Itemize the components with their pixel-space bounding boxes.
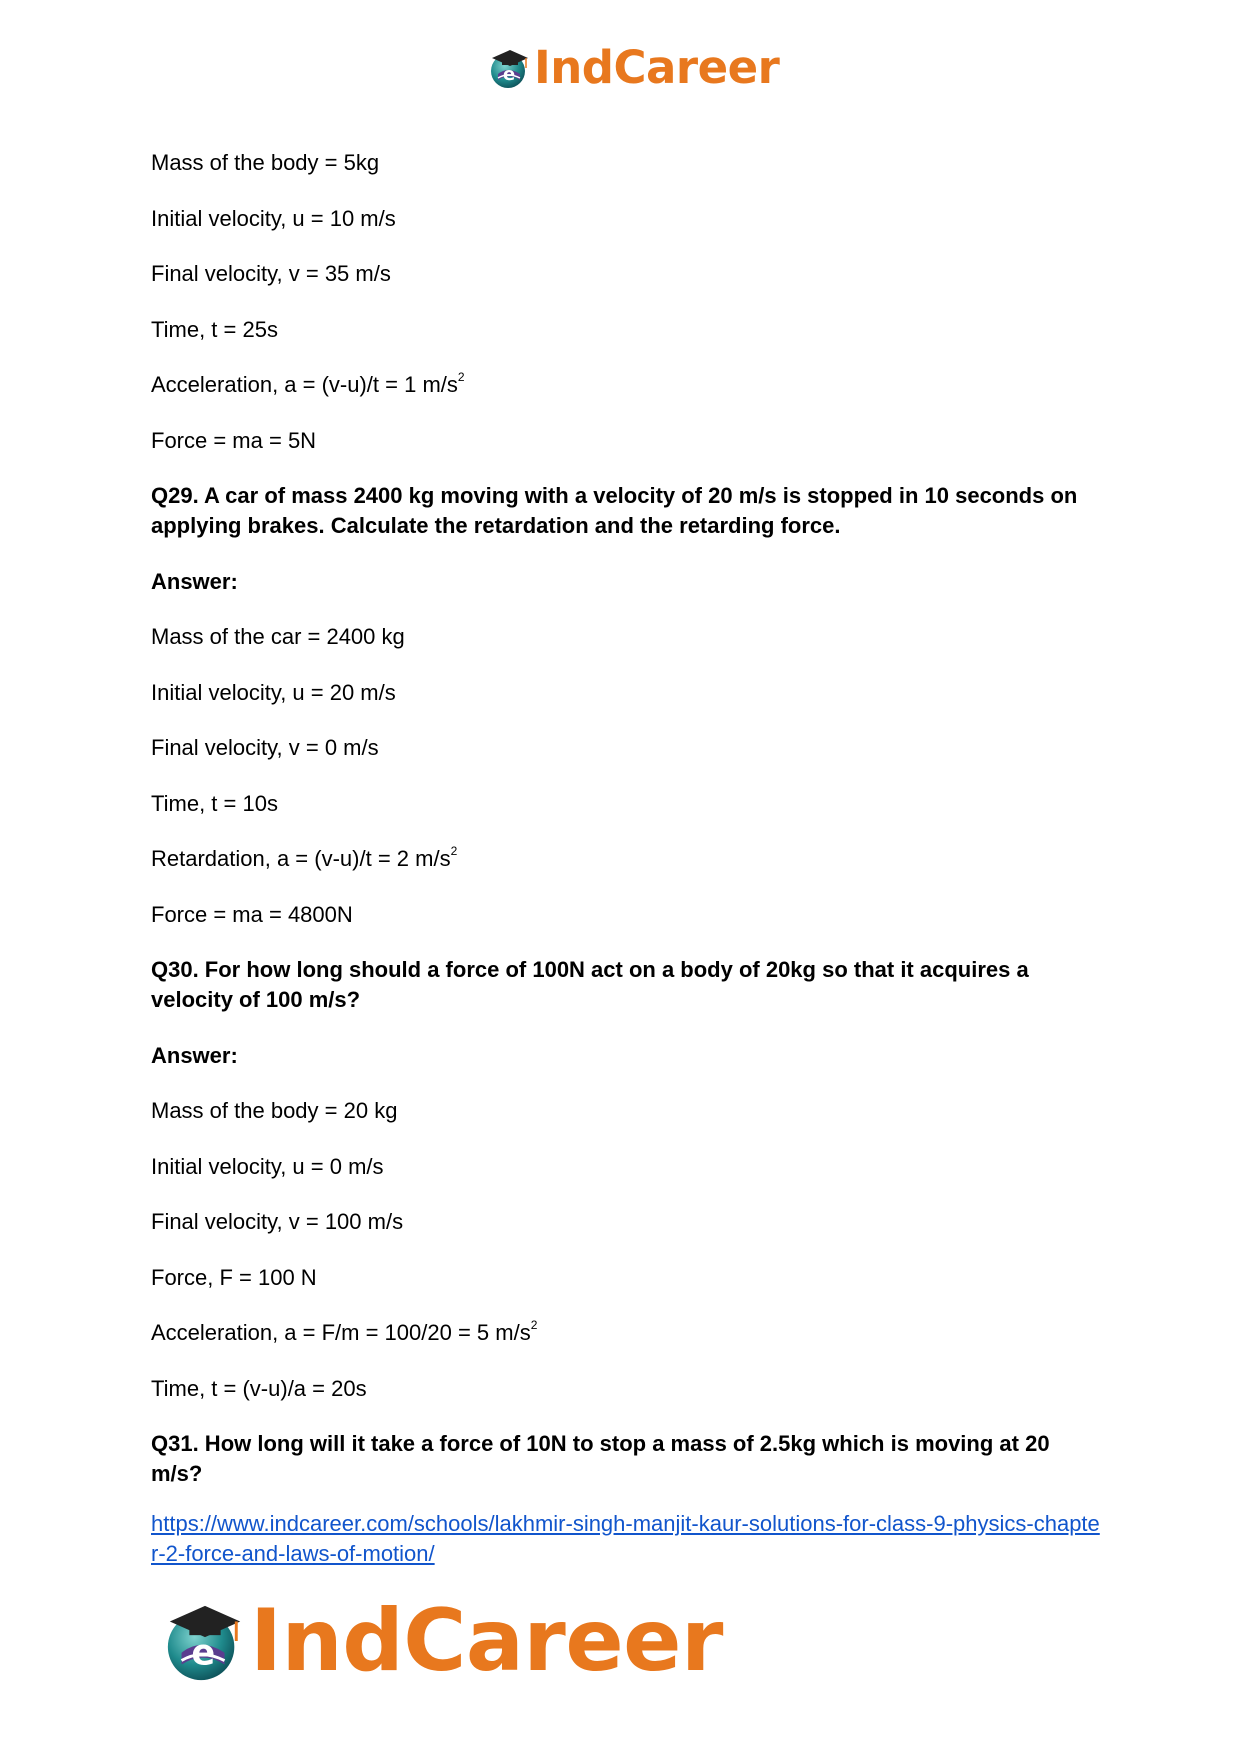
q29-retardation-exponent: 2: [450, 843, 458, 858]
q29-line-initial-velocity: Initial velocity, u = 20 m/s: [151, 679, 396, 705]
question-31-text: Q31. How long will it take a force of 10N to stop a mass of 2.5kg which is moving at 20 m/s?: [151, 1431, 1050, 1486]
intro-acceleration-text: Acceleration, a = (v-u)/t = 1 m/s: [151, 372, 458, 397]
question-29-text: Q29. A car of mass 2400 kg moving with a velocity of 20 m/s is stopped in 10 seconds on applying brakes. Calculate the retardation and the retarding force.: [151, 483, 1078, 538]
q29-line-time: Time, t = 10s: [151, 790, 278, 816]
svg-text:e: e: [503, 64, 516, 85]
question-30-answer-label: Answer:: [151, 1042, 238, 1068]
q29-line-final-velocity: Final velocity, v = 0 m/s: [151, 735, 379, 760]
intro-acceleration-exponent: 2: [457, 369, 465, 384]
intro-line-final-velocity: Final velocity, v = 35 m/s: [151, 261, 391, 286]
q30-line-initial-velocity: Initial velocity, u = 0 m/s: [151, 1153, 384, 1179]
q29-line-mass: Mass of the car = 2400 kg: [151, 624, 405, 649]
graduation-globe-icon: [162, 1598, 248, 1684]
intro-line-force: Force = ma = 5N: [151, 427, 317, 453]
q30-line-time: Time, t = (v-u)/a = 20s: [151, 1375, 367, 1401]
q30-line-force: Force, F = 100 N: [151, 1264, 317, 1290]
question-29-block: [151, 481, 1101, 930]
source-url-link[interactable]: https://www.indcareer.com/schools/lakhmir-singh-manjit-kaur-solutions-for-class-9-physics-chapter-2-force-and-laws-of-motion/: [151, 1510, 1100, 1566]
graduation-globe-icon: [488, 46, 532, 90]
footer-logo: [162, 1586, 723, 1696]
q30-line-final-velocity: Final velocity, v = 100 m/s: [151, 1209, 404, 1234]
q29-line-retardation: [151, 844, 1101, 874]
intro-line-acceleration: [151, 370, 1101, 400]
question-30-text: Q30. For how long should a force of 100N act on a body of 20kg so that it acquires a velocity of 100 m/s?: [151, 957, 1029, 1012]
q30-line-mass: Mass of the body = 20 kg: [151, 1098, 398, 1123]
intro-line-time: Time, t = 25s: [151, 316, 278, 342]
q29-line-force: Force = ma = 4800N: [151, 901, 353, 927]
intro-answer-block: [151, 148, 1101, 456]
intro-line-initial-velocity: Initial velocity, u = 10 m/s: [151, 205, 396, 231]
svg-text:e: e: [191, 1632, 216, 1674]
question-29-answer-label: Answer:: [151, 568, 238, 594]
document-body: [151, 148, 1101, 1569]
header-logo: [488, 40, 779, 96]
question-30-block: [151, 955, 1101, 1404]
q30-acceleration-text: Acceleration, a = F/m = 100/20 = 5 m/s: [151, 1320, 531, 1345]
q29-retardation-text: Retardation, a = (v-u)/t = 2 m/s: [151, 846, 451, 871]
q30-acceleration-exponent: 2: [530, 1317, 538, 1332]
intro-line-mass: Mass of the body = 5kg: [151, 150, 380, 175]
q30-line-acceleration: [151, 1318, 1101, 1348]
question-31-block: [151, 1429, 1101, 1489]
logo-wordmark: IndCareer: [534, 41, 780, 94]
logo-wordmark: IndCareer: [250, 1591, 723, 1691]
